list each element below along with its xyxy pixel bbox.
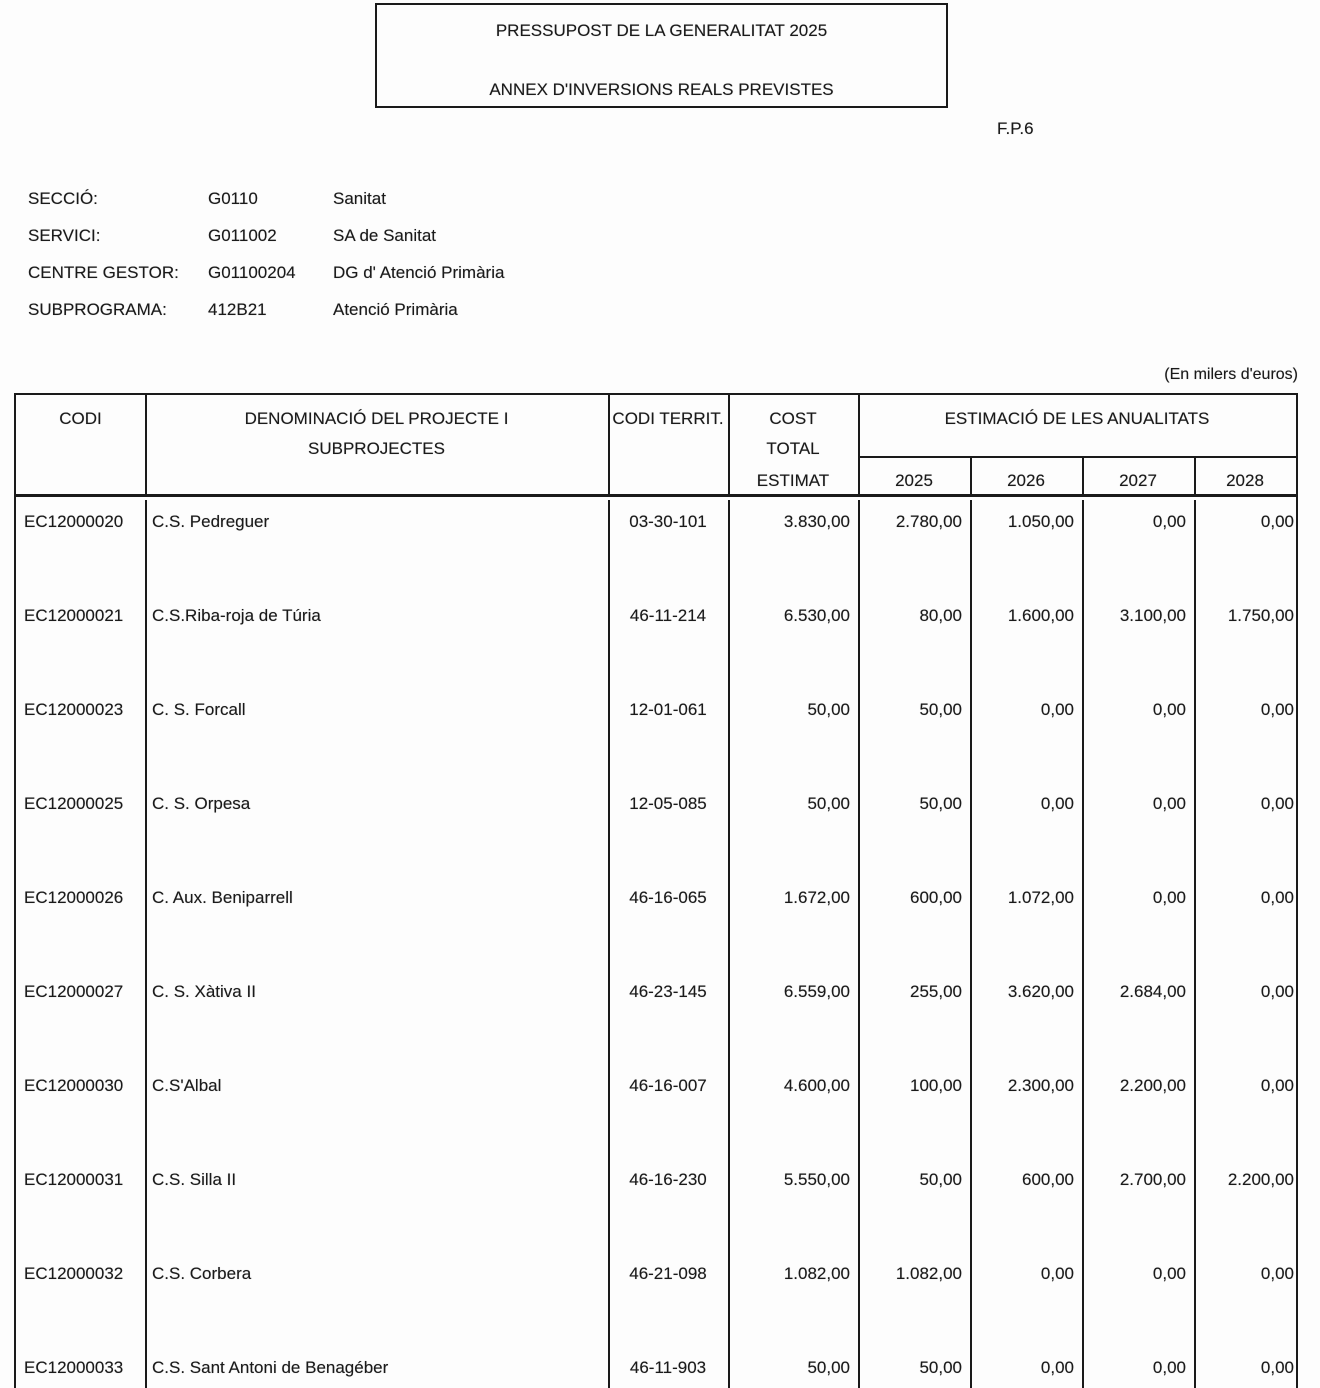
table-body: [16, 500, 1296, 1388]
header-anualitats: ESTIMACIÓ DE LES ANUALITATS: [944, 409, 1210, 428]
units-note: (En milers d'euros): [1164, 366, 1298, 383]
year-2025-value-cell: 50,00: [919, 1358, 962, 1377]
form-reference: F.P.6: [997, 119, 1034, 138]
document-title-box: [375, 3, 948, 108]
year-2025-value-cell: 1.082,00: [895, 1264, 962, 1283]
year-2026-value-cell: 0,00: [1040, 700, 1074, 719]
territorial-code-cell: 12-01-061: [629, 700, 707, 719]
year-2025-value-cell: 50,00: [919, 794, 962, 813]
header-denominacio-line1: DENOMINACIÓ DEL PROJECTE I: [244, 409, 509, 428]
year-2027-value-cell: 3.100,00: [1119, 606, 1186, 625]
year-2026-value-cell: 3.620,00: [1007, 982, 1074, 1001]
year-2027-value-cell: 0,00: [1152, 700, 1186, 719]
project-code-cell: EC12000027: [24, 982, 124, 1001]
project-code-cell: EC12000026: [24, 888, 124, 907]
project-code-cell: EC12000020: [24, 512, 124, 531]
anualitats-underline: [858, 456, 1296, 458]
year-2027-value-cell: 0,00: [1152, 512, 1186, 531]
table-row: [16, 782, 1296, 876]
column-divider: [1082, 456, 1084, 497]
year-2025-value-cell: 2.780,00: [895, 512, 962, 531]
header-year-2027: 2027: [1119, 471, 1157, 490]
column-divider: [608, 395, 610, 497]
year-2026-value-cell: 0,00: [1040, 794, 1074, 813]
territorial-code-cell: 46-16-065: [629, 888, 707, 907]
year-2025-value-cell: 255,00: [910, 982, 962, 1001]
year-2028-value-cell: 0,00: [1260, 794, 1294, 813]
year-2026-value-cell: 2.300,00: [1007, 1076, 1074, 1095]
territorial-code-cell: 46-16-007: [629, 1076, 707, 1095]
year-2025-value-cell: 50,00: [919, 700, 962, 719]
territorial-code-cell: 46-11-214: [629, 606, 707, 625]
year-2027-value-cell: 2.200,00: [1119, 1076, 1186, 1095]
project-code-cell: EC12000025: [24, 794, 124, 813]
project-name-cell: C.S. Sant Antoni de Benagéber: [152, 1358, 389, 1377]
subprograma-code: 412B21: [208, 300, 267, 319]
project-name-cell: C. S. Forcall: [152, 700, 246, 719]
header-cost-line1: COST: [769, 409, 817, 428]
territorial-code-cell: 46-16-230: [629, 1170, 707, 1189]
seccio-code: G0110: [208, 189, 258, 208]
table-row: [16, 1064, 1296, 1158]
project-name-cell: C.S'Albal: [152, 1076, 222, 1095]
year-2028-value-cell: 0,00: [1260, 700, 1294, 719]
year-2026-value-cell: 0,00: [1040, 1264, 1074, 1283]
table-row: [16, 688, 1296, 782]
project-name-cell: C. Aux. Beniparrell: [152, 888, 293, 907]
year-2028-value-cell: 2.200,00: [1227, 1170, 1294, 1189]
header-year-2028: 2028: [1226, 471, 1264, 490]
header-year-2025: 2025: [895, 471, 933, 490]
project-name-cell: C.S. Silla II: [152, 1170, 237, 1189]
centre-gestor-desc: DG d' Atenció Primària: [333, 263, 505, 282]
year-2025-value-cell: 100,00: [910, 1076, 962, 1095]
year-2028-value-cell: 0,00: [1260, 982, 1294, 1001]
servici-label: SERVICI:: [28, 226, 101, 245]
total-cost-cell: 50,00: [807, 700, 850, 719]
project-code-cell: EC12000030: [24, 1076, 124, 1095]
project-name-cell: C.S. Corbera: [152, 1264, 252, 1283]
total-cost-cell: 6.530,00: [783, 606, 850, 625]
table-row: [16, 594, 1296, 688]
project-name-cell: C. S. Orpesa: [152, 794, 251, 813]
year-2026-value-cell: 0,00: [1040, 1358, 1074, 1377]
project-name-cell: C.S.Riba-roja de Túria: [152, 606, 321, 625]
year-2026-value-cell: 1.072,00: [1007, 888, 1074, 907]
column-divider: [970, 456, 972, 497]
centre-gestor-code: G01100204: [208, 263, 296, 282]
header-cost-line3: ESTIMAT: [756, 471, 830, 490]
territorial-code-cell: 12-05-085: [629, 794, 707, 813]
year-2028-value-cell: 0,00: [1260, 512, 1294, 531]
table-header: [16, 395, 1296, 497]
project-code-cell: EC12000032: [24, 1264, 124, 1283]
project-name-cell: C.S. Pedreguer: [152, 512, 270, 531]
column-divider: [858, 395, 860, 497]
table-row: [16, 1346, 1296, 1388]
year-2027-value-cell: 0,00: [1152, 1358, 1186, 1377]
total-cost-cell: 5.550,00: [783, 1170, 850, 1189]
project-code-cell: EC12000023: [24, 700, 124, 719]
territorial-code-cell: 46-23-145: [629, 982, 707, 1001]
territorial-code-cell: 46-21-098: [629, 1264, 707, 1283]
table-row: [16, 876, 1296, 970]
total-cost-cell: 50,00: [807, 1358, 850, 1377]
page-title: PRESSUPOST DE LA GENERALITAT 2025: [495, 21, 828, 40]
table-row: [16, 1158, 1296, 1252]
centre-gestor-label: CENTRE GESTOR:: [28, 263, 179, 282]
project-code-cell: EC12000031: [24, 1170, 124, 1189]
info-row-servici: [0, 226, 700, 250]
subprograma-desc: Atenció Primària: [333, 300, 458, 319]
total-cost-cell: 1.082,00: [783, 1264, 850, 1283]
header-codi: CODI: [59, 409, 102, 428]
year-2025-value-cell: 50,00: [919, 1170, 962, 1189]
annex-subtitle: ANNEX D'INVERSIONS REALS PREVISTES: [489, 80, 834, 99]
column-divider: [1194, 456, 1196, 497]
seccio-desc: Sanitat: [333, 189, 386, 208]
header-codi-territ: CODI TERRIT.: [612, 409, 724, 428]
table-row: [16, 1252, 1296, 1346]
table-row: [16, 970, 1296, 1064]
seccio-label: SECCIÓ:: [28, 189, 98, 208]
territorial-code-cell: 46-11-903: [629, 1358, 707, 1377]
year-2028-value-cell: 0,00: [1260, 1264, 1294, 1283]
year-2025-value-cell: 600,00: [910, 888, 962, 907]
total-cost-cell: 1.672,00: [783, 888, 850, 907]
table-row: [16, 500, 1296, 594]
project-code-cell: EC12000021: [24, 606, 124, 625]
subprograma-label: SUBPROGRAMA:: [28, 300, 167, 319]
year-2027-value-cell: 2.700,00: [1119, 1170, 1186, 1189]
total-cost-cell: 4.600,00: [783, 1076, 850, 1095]
year-2026-value-cell: 600,00: [1022, 1170, 1074, 1189]
total-cost-cell: 3.830,00: [783, 512, 850, 531]
year-2026-value-cell: 1.600,00: [1007, 606, 1074, 625]
servici-desc: SA de Sanitat: [333, 226, 437, 245]
year-2028-value-cell: 1.750,00: [1227, 606, 1294, 625]
total-cost-cell: 50,00: [807, 794, 850, 813]
year-2027-value-cell: 0,00: [1152, 794, 1186, 813]
info-row-centre-gestor: [0, 263, 700, 287]
year-2028-value-cell: 0,00: [1260, 1358, 1294, 1377]
territorial-code-cell: 03-30-101: [629, 512, 707, 531]
header-cost-line2: TOTAL: [766, 439, 820, 458]
header-year-2026: 2026: [1007, 471, 1045, 490]
header-denominacio-line2: SUBPROJECTES: [308, 439, 445, 458]
project-code-cell: EC12000033: [24, 1358, 124, 1377]
year-2026-value-cell: 1.050,00: [1007, 512, 1074, 531]
year-2027-value-cell: 0,00: [1152, 888, 1186, 907]
year-2027-value-cell: 2.684,00: [1119, 982, 1186, 1001]
investments-table: [14, 393, 1298, 1388]
info-row-subprograma: [0, 300, 700, 324]
column-divider: [145, 395, 147, 497]
year-2025-value-cell: 80,00: [919, 606, 962, 625]
year-2028-value-cell: 0,00: [1260, 888, 1294, 907]
project-name-cell: C. S. Xàtiva II: [152, 982, 256, 1001]
year-2028-value-cell: 0,00: [1260, 1076, 1294, 1095]
column-divider: [728, 395, 730, 497]
total-cost-cell: 6.559,00: [783, 982, 850, 1001]
info-row-seccio: [0, 189, 700, 213]
servici-code: G011002: [208, 226, 277, 245]
year-2027-value-cell: 0,00: [1152, 1264, 1186, 1283]
